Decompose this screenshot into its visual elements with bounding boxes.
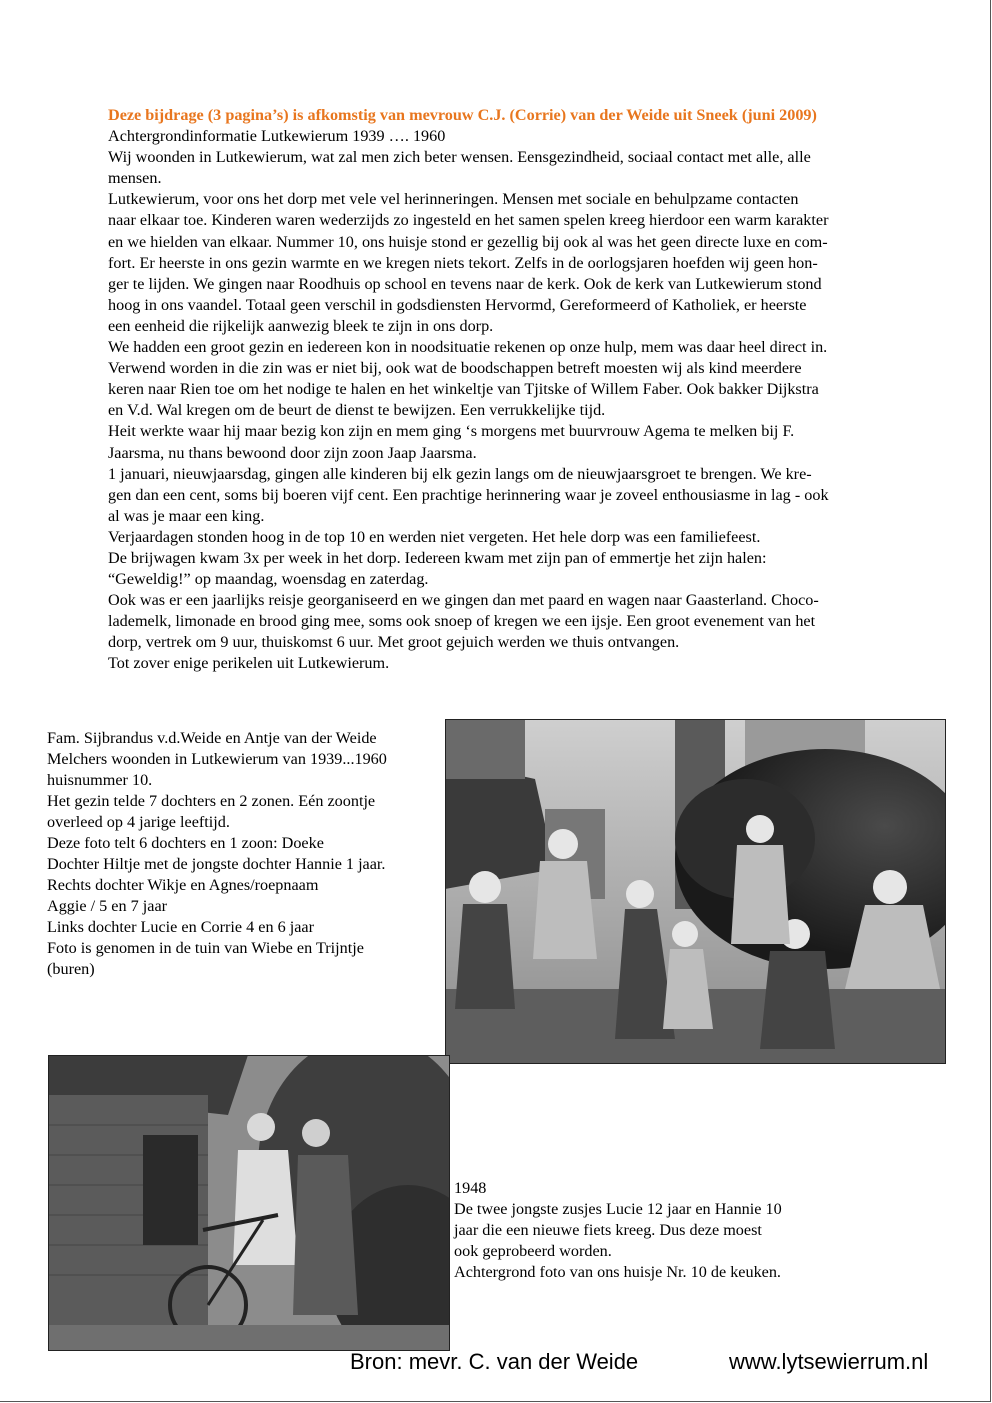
article-line: mensen. <box>108 169 162 188</box>
article-line: We hadden een groot gezin en iedereen kon in noodsituatie rekenen op onze hulp, mem was daar heel direct in. <box>108 338 828 357</box>
article-line: Wij woonden in Lutkewierum, wat zal men zich beter wensen. Eensgezindheid, sociaal contact met alle, alle <box>108 148 811 167</box>
article-line: een eenheid die rijkelijk aanwezig bleek te zijn in ons dorp. <box>108 316 494 335</box>
article-line: en V.d. Wal kregen om de beurt de dienst te bewijzen. Een verrukkelijke tijd. <box>108 401 606 420</box>
caption-line: Achtergrond foto van ons huisje Nr. 10 de keuken. <box>454 1263 781 1281</box>
caption-line: Melchers woonden in Lutkewierum van 1939...1960 <box>47 750 387 768</box>
caption-line: jaar die een nieuwe fiets kreeg. Dus deze moest <box>454 1221 762 1239</box>
family-photo-caption <box>47 728 442 980</box>
caption-line: huisnummer 10. <box>47 771 153 789</box>
article-line: 1 januari, nieuwjaarsdag, gingen alle kinderen bij elk gezin langs om de nieuwjaarsgroet te brengen. We kre- <box>108 464 812 483</box>
family-photo <box>445 719 946 1064</box>
caption-line: De twee jongste zusjes Lucie 12 jaar en Hannie 10 <box>454 1200 782 1218</box>
article-line: “Geweldig!” op maandag, woensdag en zaterdag. <box>108 570 429 589</box>
article-line: ger te lijden. We gingen naar Roodhuis op school en tevens naar de kerk. Ook de kerk van Lutkewierum stond <box>108 274 822 293</box>
footer-source: Bron: mevr. C. van der Weide <box>350 1349 639 1374</box>
article-line: naar elkaar toe. Kinderen waren wederzijds zo ingesteld en het samen spelen kreeg hierdoor een warm karakter <box>108 211 829 230</box>
caption-line: Foto is genomen in de tuin van Wiebe en Trijntje <box>47 939 364 957</box>
bicycle-photo <box>48 1055 450 1351</box>
article-body <box>108 126 936 674</box>
article-line: Achtergrondinformatie Lutkewierum 1939 …. 1960 <box>108 127 446 146</box>
article-line: hoog in ons vaandel. Totaal geen verschil in godsdiensten Hervormd, Gereformeerd of Katholiek, er heerste <box>108 295 807 314</box>
article-line: en we hielden van elkaar. Nummer 10, ons huisje stond er gezellig bij ook al was het geen directe luxe en com- <box>108 232 828 251</box>
article-line: Verwend worden in die zin was er niet bij, ook wat de boodschappen betreft moesten wij als kind meerdere <box>108 359 802 378</box>
article-line: keren naar Rien toe om het nodige te halen en het winkeltje van Tjitske of Willem Faber. Ook bakker Dijkstra <box>108 380 819 399</box>
article-line: al was je maar een king. <box>108 506 265 525</box>
article-line: lademelk, limonade en brood ging mee, soms ook snoep of kregen we een ijsje. Een groot evenement van het <box>108 612 816 631</box>
article-line: Jaarsma, nu thans bewoond door zijn zoon Jaap Jaarsma. <box>108 443 477 462</box>
footer-website-link[interactable]: www.lytsewierrum.nl <box>729 1349 929 1374</box>
article-line: Lutkewierum, voor ons het dorp met vele vel herinneringen. Mensen met sociale en behulpzame contacten <box>108 190 799 209</box>
article-line: Heit werkte waar hij maar bezig kon zijn en mem ging ‘s morgens met buurvrouw Agema te melken bij F. <box>108 422 795 441</box>
caption-line: Deze foto telt 6 dochters en 1 zoon: Doeke <box>47 834 324 852</box>
caption-line: Links dochter Lucie en Corrie 4 en 6 jaar <box>47 918 314 936</box>
caption-line: Rechts dochter Wikje en Agnes/roepnaam <box>47 876 319 894</box>
caption-line: Fam. Sijbrandus v.d.Weide en Antje van der Weide <box>47 729 377 747</box>
article-line: De brijwagen kwam 3x per week in het dorp. Iedereen kwam met zijn pan of emmertje het zijn halen: <box>108 548 767 567</box>
caption-line: Aggie / 5 en 7 jaar <box>47 897 168 915</box>
caption-line: overleed op 4 jarige leeftijd. <box>47 813 230 831</box>
article-line: Tot zover enige perikelen uit Lutkewierum. <box>108 654 390 673</box>
article-line: dorp, vertrek om 9 uur, thuiskomst 6 uur. Met groot gejuich werden we thuis ontvangen. <box>108 633 680 652</box>
article-text <box>108 105 936 675</box>
bicycle-photo-caption <box>454 1178 854 1283</box>
caption-line: ook geprobeerd worden. <box>454 1242 612 1260</box>
caption-line: Dochter Hiltje met de jongste dochter Hannie 1 jaar. <box>47 855 386 873</box>
article-line: gen dan een cent, soms bij boeren vijf cent. Een prachtige herinnering waar je zoveel enthousiasme in lag - ook <box>108 485 829 504</box>
article-line: Verjaardagen stonden hoog in de top 10 en werden niet vergeten. Het hele dorp was een familiefeest. <box>108 527 761 546</box>
article-line: fort. Er heerste in ons gezin warmte en we kregen niets tekort. Zelfs in de oorlogsjaren hoefden wij geen hon- <box>108 253 818 272</box>
caption-line: (buren) <box>47 960 95 978</box>
caption-line: Het gezin telde 7 dochters en 2 zonen. Eén zoontje <box>47 792 376 810</box>
caption-line: 1948 <box>454 1179 487 1197</box>
article-line: Ook was er een jaarlijks reisje georganiseerd en we gingen dan met paard en wagen naar Gaasterland. Choco- <box>108 591 819 610</box>
article-headline: Deze bijdrage (3 pagina’s) is afkomstig van mevrouw C.J. (Corrie) van der Weide uit Sneek (juni 2009) <box>108 106 817 124</box>
